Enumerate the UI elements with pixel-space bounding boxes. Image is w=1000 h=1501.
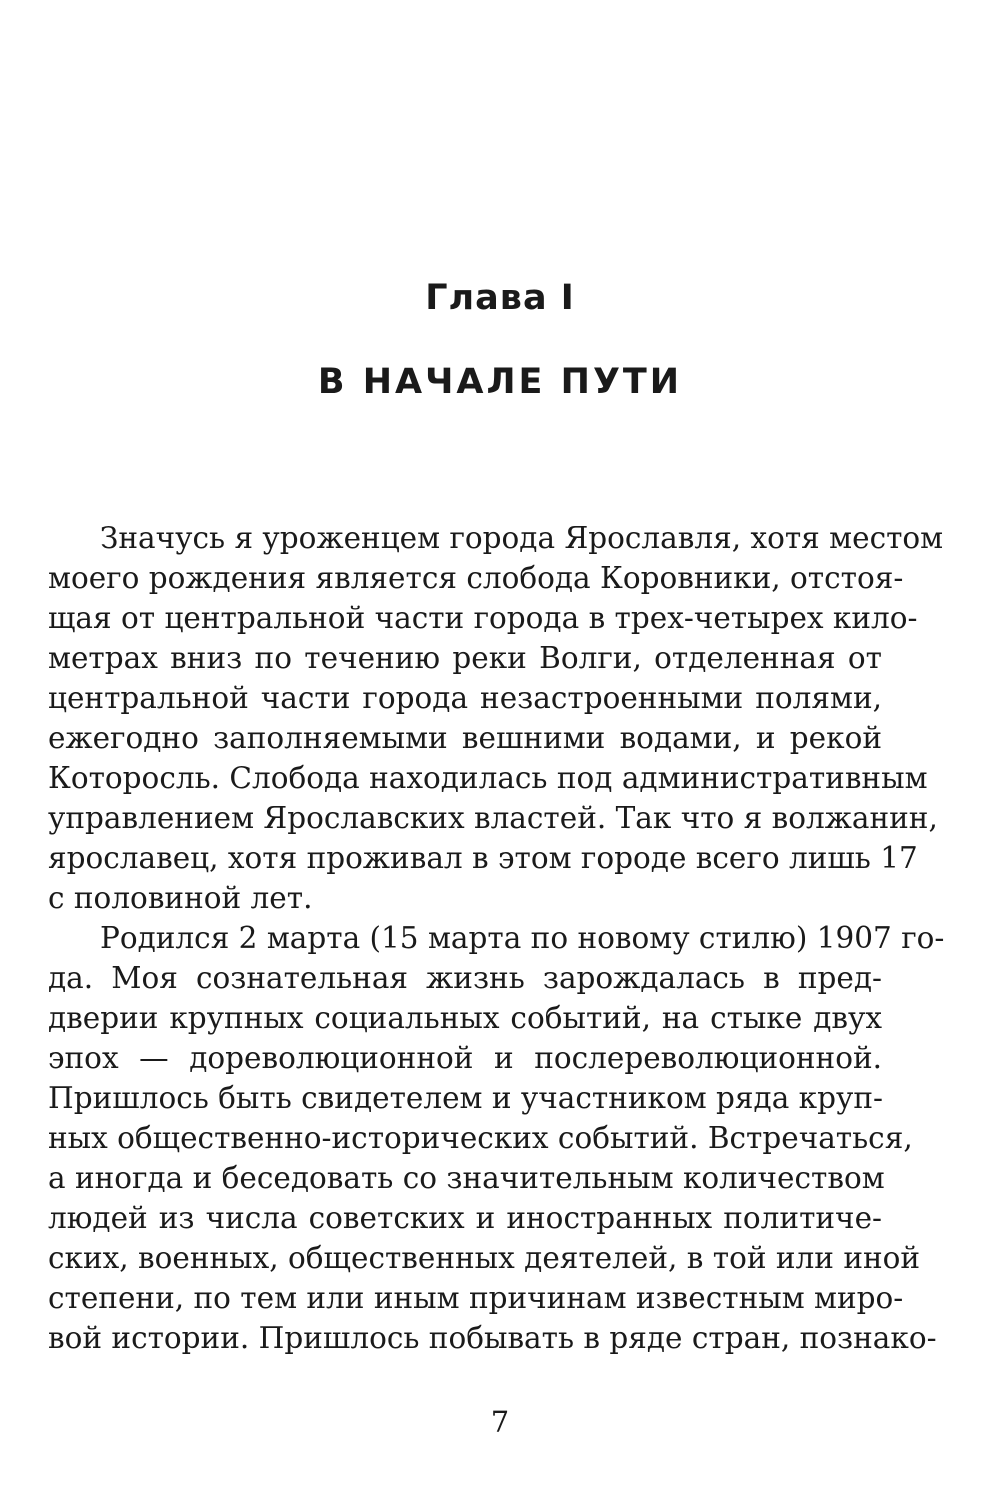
text-line: а иногда и беседовать со значительным количеством [48,1161,885,1195]
text-line: центральной части города незастроенными полями, [48,681,882,715]
paragraph-2 [48,918,945,1358]
page-number: 7 [490,1405,510,1439]
chapter-title: В НАЧАЛЕ ПУТИ [317,362,683,402]
text-line: вой истории. Пришлось побывать в ряде стран, познако- [48,1321,937,1355]
text-line: Значусь я уроженцем города Ярославля, хотя местом [100,521,944,555]
text-line: метрах вниз по течению реки Волги, отделенная от [48,641,882,675]
text-line: управлением Ярославских властей. Так что я волжанин, [48,801,938,835]
text-line: Пришлось быть свидетелем и участником ряда круп- [48,1081,883,1115]
text-line: щая от центральной части города в трех-четырех кило- [48,601,918,635]
body-text [48,518,945,1358]
text-line: Которосль. Слобода находилась под административным [48,761,928,795]
text-line: эпох — дореволюционной и послереволюционной. [48,1041,882,1075]
chapter-label: Глава I [425,278,575,318]
text-line: ских, военных, общественных деятелей, в той или иной [48,1241,921,1275]
text-line: моего рождения является слобода Коровники, отстоя- [48,561,904,595]
text-line: с половиной лет. [48,881,313,915]
text-line: степени, по тем или иным причинам известным миро- [48,1281,904,1315]
text-line: да. Моя сознательная жизнь зарождалась в пред- [48,961,882,995]
text-line: ярославец, хотя проживал в этом городе всего лишь 17 [48,841,918,875]
text-line: Родился 2 марта (15 марта по новому стилю) 1907 го- [100,921,945,955]
paragraph-1 [48,518,944,918]
text-line: ежегодно заполняемыми вешними водами, и рекой [48,721,882,755]
text-line: дверии крупных социальных событий, на стыке двух [48,1001,882,1035]
text-line: ных общественно-исторических событий. Встречаться, [48,1121,913,1155]
text-line: людей из числа советских и иностранных политиче- [48,1201,882,1235]
